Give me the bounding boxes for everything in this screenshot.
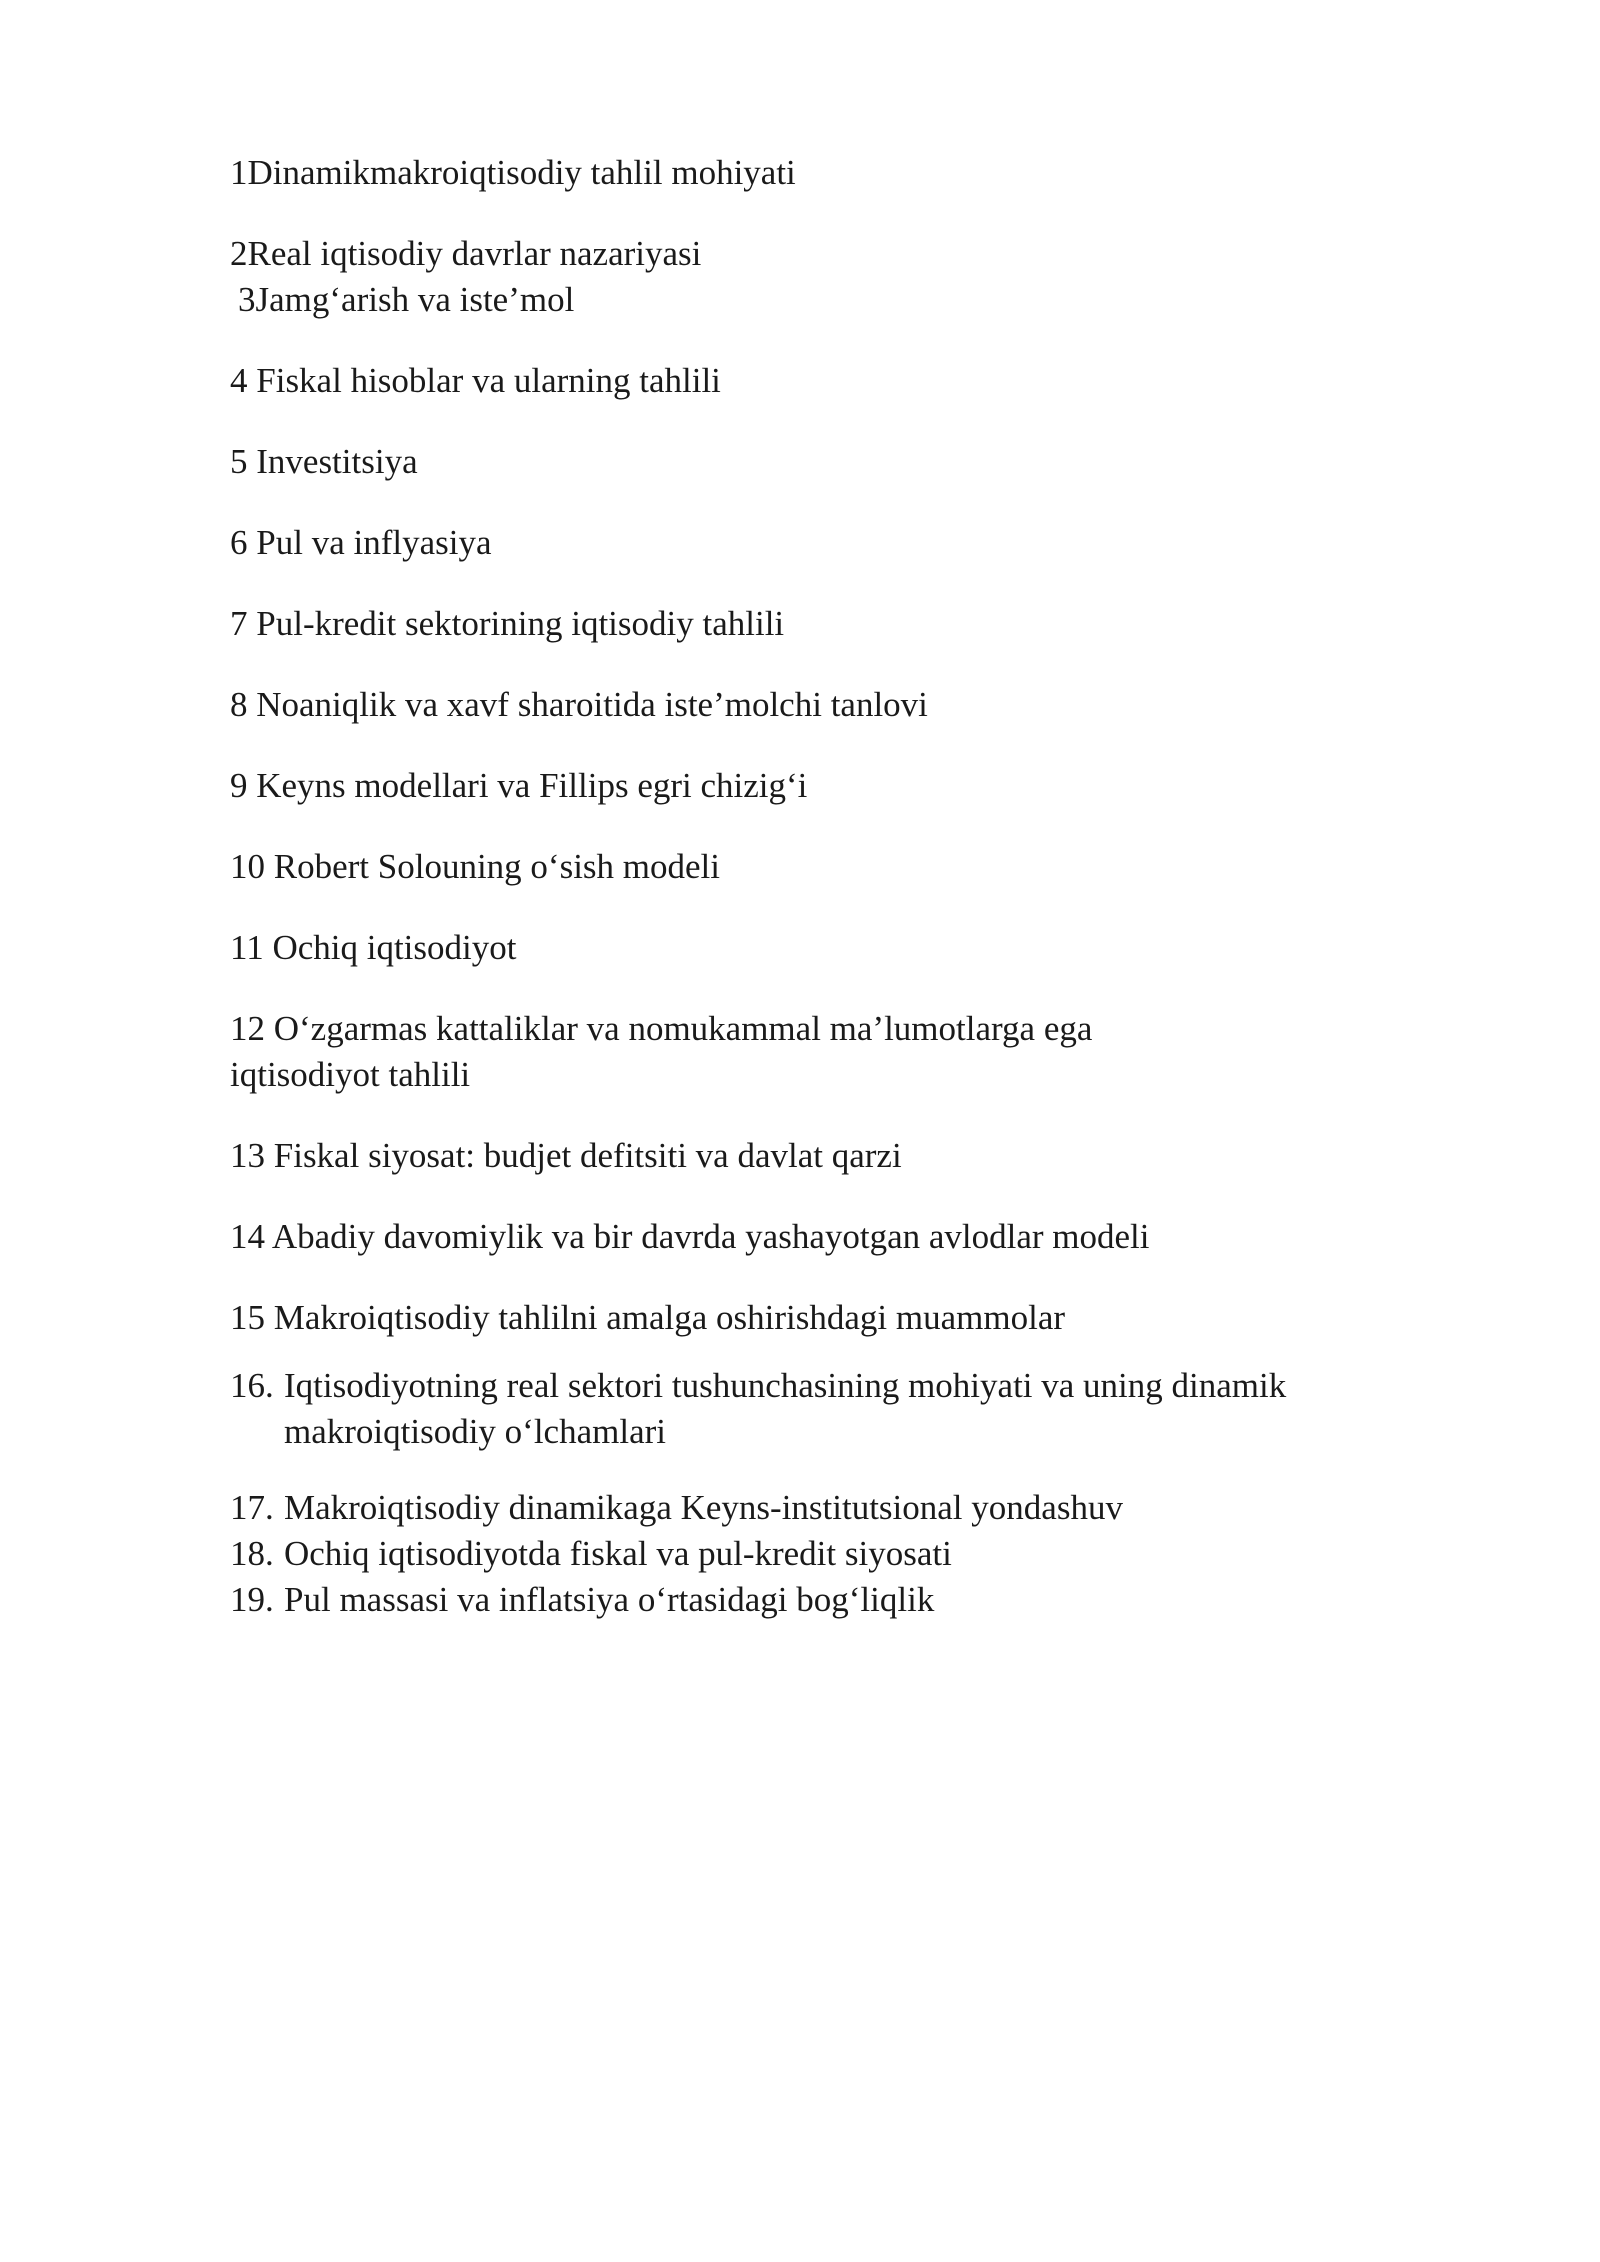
list-item: 15 Makroiqtisodiy tahlilni amalga oshirishdagi muammolar	[230, 1298, 1066, 1337]
list-item: 12 O‘zgarmas kattaliklar va nomukammal ma’lumotlarga ega iqtisodiyot tahlili	[230, 1009, 1093, 1094]
item-number: 17.	[230, 1488, 274, 1527]
list-item: 3Jamg‘arish va iste’mol	[238, 280, 575, 319]
item-text: Makroiqtisodiy dinamikaga Keyns-institutsional yondashuv	[284, 1488, 1123, 1527]
list-item: 13 Fiskal siyosat: budjet defitsiti va davlat qarzi	[230, 1136, 902, 1175]
list-item: 5 Investitsiya	[230, 442, 418, 481]
item-number: 16.	[230, 1366, 274, 1405]
list-item: 10 Robert Solouning o‘sish modeli	[230, 847, 720, 886]
numbered-item	[230, 1577, 1460, 1623]
item-text: Iqtisodiyotning real sektori tushunchasining mohiyati va uning dinamik makroiqtisodiy o‘lchamlari	[284, 1366, 1287, 1451]
numbered-item	[230, 1485, 1460, 1531]
item-number: 19.	[230, 1580, 274, 1619]
item-text: Ochiq iqtisodiyotda fiskal va pul-kredit siyosati	[284, 1534, 952, 1573]
topic-list	[230, 150, 1460, 1623]
numbered-item	[230, 1363, 1460, 1455]
list-item: 11 Ochiq iqtisodiyot	[230, 928, 517, 967]
list-item: 4 Fiskal hisoblar va ularning tahlili	[230, 361, 721, 400]
list-item: 14 Abadiy davomiylik va bir davrda yashayotgan avlodlar modeli	[230, 1217, 1150, 1256]
item-text: Pul massasi va inflatsiya o‘rtasidagi bog‘liqlik	[284, 1580, 935, 1619]
list-item: 7 Pul-kredit sektorining iqtisodiy tahlili	[230, 604, 785, 643]
list-item: 6 Pul va inflyasiya	[230, 523, 492, 562]
item-number: 18.	[230, 1534, 274, 1573]
list-item: 2Real iqtisodiy davrlar nazariyasi	[230, 234, 702, 273]
list-item: 8 Noaniqlik va xavf sharoitida iste’molchi tanlovi	[230, 685, 928, 724]
numbered-item	[230, 1531, 1460, 1577]
list-item: 1Dinamikmakroiqtisodiy tahlil mohiyati	[230, 153, 796, 192]
list-item: 9 Keyns modellari va Fillips egri chizig‘i	[230, 766, 808, 805]
